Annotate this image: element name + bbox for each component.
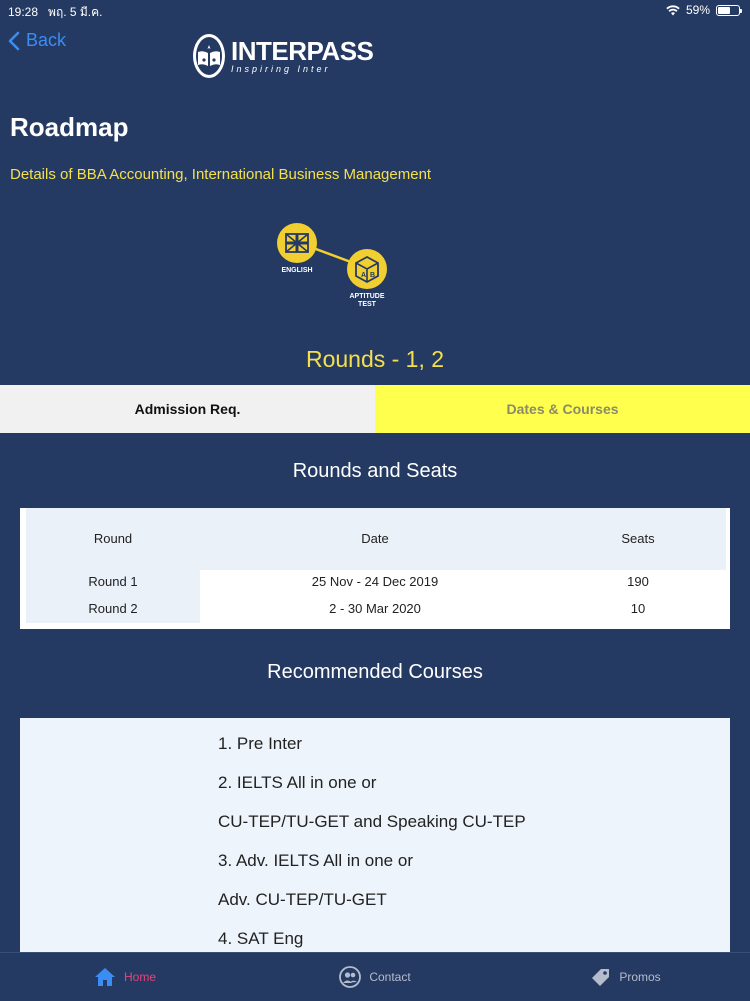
row-2-round: Round 2 xyxy=(88,601,138,616)
tab-promos[interactable] xyxy=(500,953,750,1001)
course-line-5: Adv. CU-TEP/TU-GET xyxy=(218,890,387,909)
segment-tabs xyxy=(0,385,750,433)
bottom-tab-bar xyxy=(0,952,750,1001)
roadmap-graphic xyxy=(270,220,400,310)
clock-time: 19:28 xyxy=(8,5,39,19)
course-line-4: 3. Adv. IELTS All in one or xyxy=(218,851,413,870)
column-header-round: Round xyxy=(93,531,133,546)
home-icon xyxy=(94,967,116,987)
course-line-3: CU-TEP/TU-GET and Speaking CU-TEP xyxy=(218,812,526,831)
row-1-date: 25 Nov - 24 Dec 2019 xyxy=(311,574,439,589)
app-logo xyxy=(193,32,374,80)
svg-text:B: B xyxy=(370,272,376,279)
contact-icon xyxy=(339,966,361,988)
tag-icon xyxy=(589,966,611,988)
tab-dates-courses[interactable]: Dates & Courses xyxy=(375,385,750,433)
roadmap-step-aptitude: APTITUDE TEST xyxy=(349,293,385,308)
course-line-2: 2. IELTS All in one or xyxy=(218,773,377,792)
tab-admission-req[interactable]: Admission Req. xyxy=(0,385,375,433)
battery-percent: 59% xyxy=(685,3,710,17)
rounds-heading: Rounds - 1, 2 xyxy=(305,346,445,372)
wifi-icon xyxy=(666,5,680,16)
tab-home[interactable] xyxy=(0,953,250,1001)
page-subtitle: Details of BBA Accounting, International Business Management xyxy=(10,166,432,183)
tab-home-label: Home xyxy=(123,970,156,984)
chevron-left-icon xyxy=(8,31,20,51)
tab-contact[interactable] xyxy=(250,953,500,1001)
logo-badge xyxy=(193,34,225,78)
back-label: Back xyxy=(26,30,67,50)
logo-tagline: Inspiring Inter xyxy=(231,64,331,74)
row-2-date: 2 - 30 Mar 2020 xyxy=(329,601,421,616)
row-2-seats: 10 xyxy=(630,601,646,616)
courses-list xyxy=(20,718,730,958)
battery-icon xyxy=(716,5,740,16)
status-time xyxy=(8,3,103,22)
status-indicators xyxy=(666,3,740,17)
row-1-seats: 190 xyxy=(627,574,649,589)
recommended-courses-title: Recommended Courses xyxy=(267,661,483,683)
column-header-date: Date xyxy=(361,531,389,546)
page-title: Roadmap xyxy=(10,112,129,142)
course-line-1: 1. Pre Inter xyxy=(218,734,303,753)
row-1-round: Round 1 xyxy=(88,574,138,589)
column-header-seats: Seats xyxy=(621,531,655,546)
clock-date: พฤ. 5 มี.ค. xyxy=(48,5,103,19)
seats-table xyxy=(20,508,730,629)
tab-contact-label: Contact xyxy=(369,970,411,984)
book-icon xyxy=(196,43,222,69)
course-line-6: 4. SAT Eng xyxy=(218,929,304,948)
roadmap-step-english: ENGLISH xyxy=(281,267,313,274)
logo-name: INTERPASS xyxy=(231,36,374,66)
svg-text:A: A xyxy=(361,272,367,279)
back-button[interactable] xyxy=(8,30,66,51)
abc-cube-icon xyxy=(346,248,388,290)
rounds-seats-title: Rounds and Seats xyxy=(292,460,458,482)
tab-promos-label: Promos xyxy=(619,970,661,984)
union-jack-icon xyxy=(276,222,318,264)
status-bar xyxy=(0,0,750,20)
